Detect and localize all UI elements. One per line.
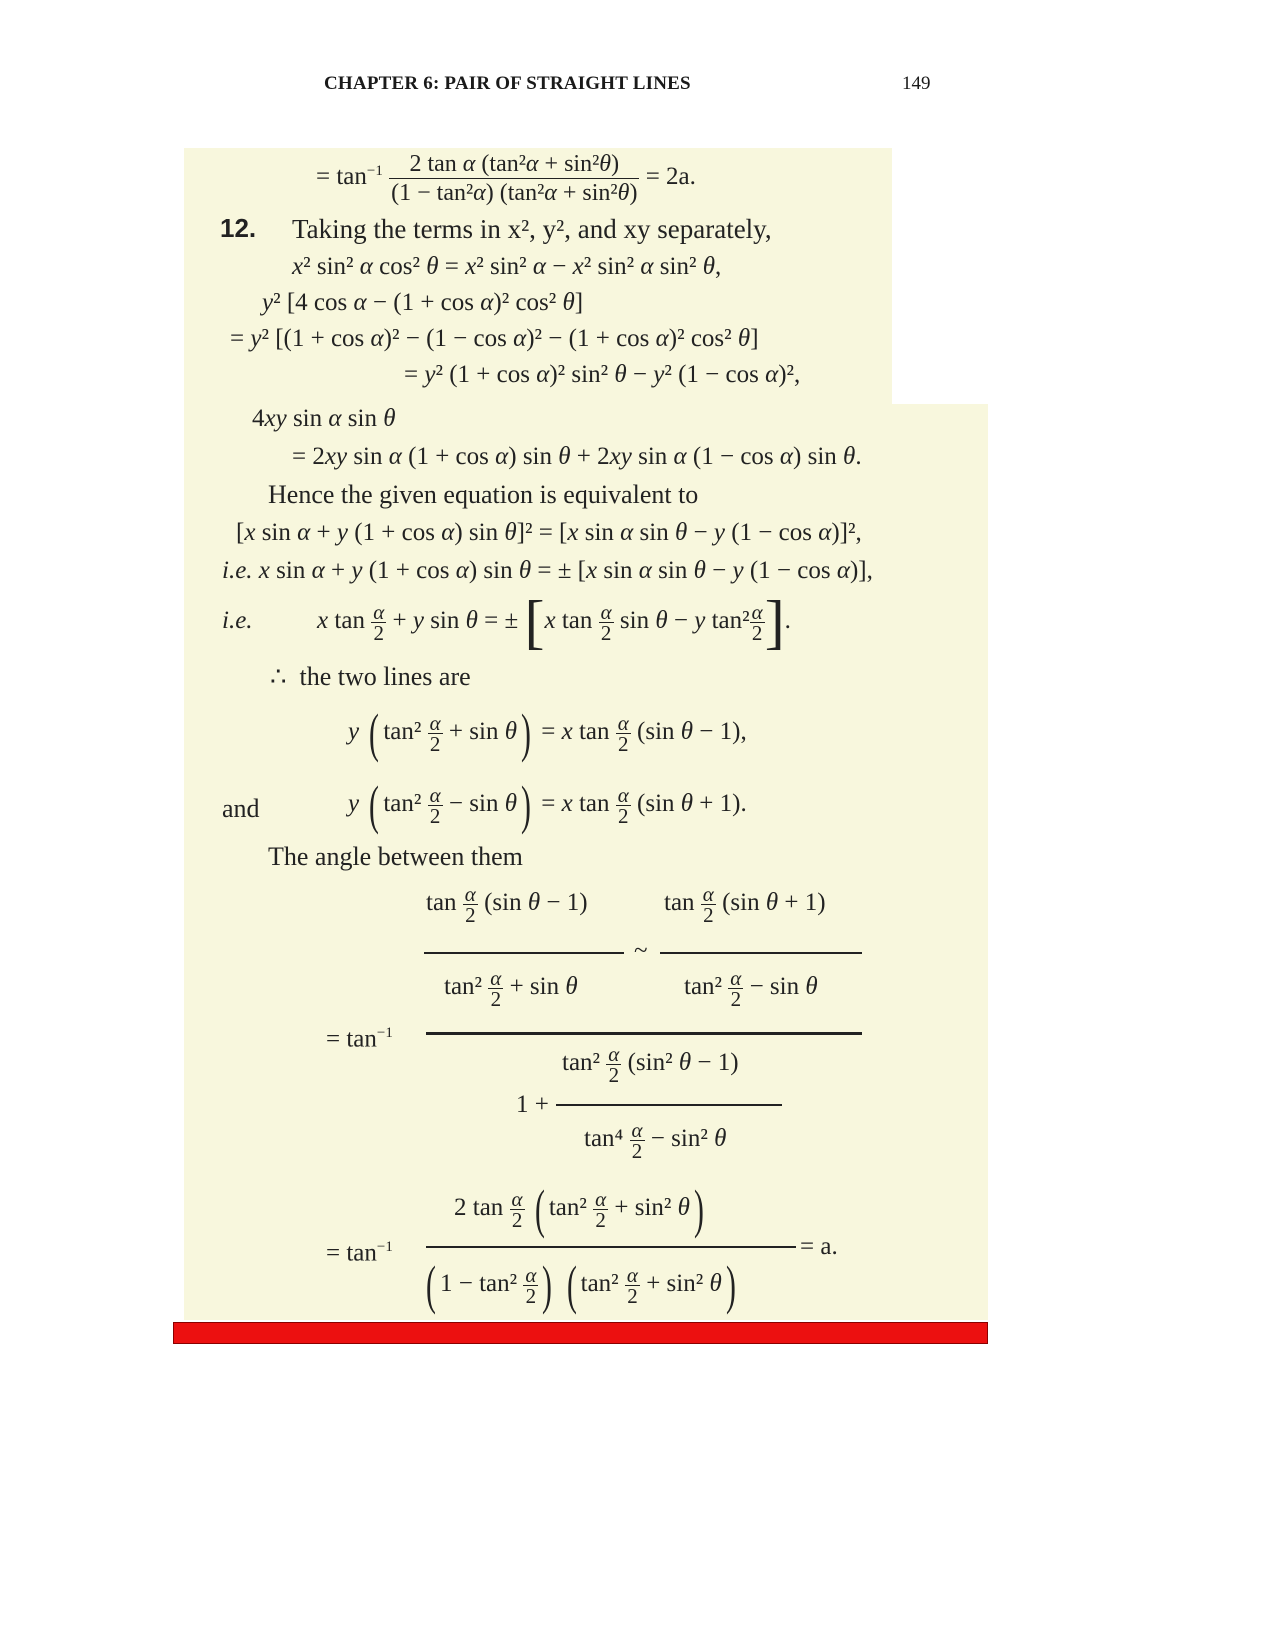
- den-inner-den: tan⁴ $\frac{\alpha}{2}$ − sin² θ: [584, 1118, 727, 1163]
- frac-a-den: tan² $\frac{\alpha}{2}$ + sin θ: [444, 966, 578, 1011]
- chapter-header: CHAPTER 6: PAIR OF STRAIGHT LINES: [324, 73, 691, 94]
- text-and: and: [222, 794, 260, 823]
- equation-top-fraction: = $\tan^{-1}$ $\frac{\text{2 tan α (tan²α + sin²θ)}}{\text{(1 − tan²α) (tan²α + sin²θ)}}$ = 2a.: [316, 151, 696, 206]
- final-num: 2 tan $\frac{\alpha}{2}$ ( tan² $\frac{\alpha}{2}$ + sin² θ): [454, 1179, 704, 1240]
- one-plus: 1 +: [516, 1091, 549, 1118]
- equation-y2-terms-2: = y² [(1 + cos α)² − (1 − cos α)² − (1 + cos α)² cos² θ]: [230, 325, 759, 352]
- equation-xy-terms-2: = 2xy sin α (1 + cos α) sin θ + 2xy sin α (1 − cos α) sin θ.: [292, 443, 862, 470]
- text-angle-between: The angle between them: [268, 842, 523, 871]
- equation-y2-terms-1: y² [4 cos α − (1 + cos α)² cos² θ]: [262, 289, 584, 316]
- equation-squared-form: [x sin α + y (1 + cos α) sin θ]² = [x sin α sin θ − y (1 − cos α)]²,: [236, 519, 862, 546]
- equation-xy-terms-1: 4xy sin α sin θ: [252, 405, 396, 432]
- frac-a-rule: [424, 952, 624, 954]
- equation-y2-terms-3: = y² (1 + cos α)² sin² θ − y² (1 − cos α)²,: [404, 361, 801, 388]
- tan-inverse-2: = $\tan^{-1}$: [326, 1239, 393, 1267]
- therefore-line: [270, 662, 471, 692]
- den-inner-rule: [556, 1104, 782, 1106]
- text-two-lines: the two lines are: [299, 662, 471, 691]
- page-number: 149: [902, 73, 931, 94]
- equation-line-1: y ( tan² $\frac{\alpha}{2}$ + sin θ) = x tan $\frac{\alpha}{2}$ (sin θ − 1),: [348, 703, 747, 764]
- problem-intro: Taking the terms in x², y², and xy separately,: [292, 214, 772, 244]
- frac-b-den: tan² $\frac{\alpha}{2}$ − sin θ: [684, 966, 818, 1011]
- top-result: = 2a.: [645, 163, 696, 191]
- ie-label-2: i.e.: [222, 607, 253, 634]
- equation-ie-1: i.e. x sin α + y (1 + cos α) sin θ = ± [x sin α sin θ − y (1 − cos α)],: [222, 557, 873, 584]
- text-hence: Hence the given equation is equivalent to: [268, 480, 699, 509]
- main-frac-rule: [426, 1032, 862, 1035]
- tilde: ~: [634, 937, 648, 964]
- ie-label-1: i.e.: [222, 557, 253, 584]
- frac-b-num: tan $\frac{\alpha}{2}$ (sin θ + 1): [664, 882, 826, 927]
- final-result: = a.: [800, 1233, 838, 1260]
- final-frac-rule: [426, 1246, 796, 1248]
- den-inner-num: tan² $\frac{\alpha}{2}$ (sin² θ − 1): [562, 1042, 739, 1087]
- frac-b-rule: [660, 952, 862, 954]
- equation-ie-2: i.e. x tan $\frac{\alpha}{2}$ + y sin θ = ± [x tan $\frac{\alpha}{2}$ sin θ − y tan² $\frac{\alpha}{2}$ ].: [222, 589, 791, 656]
- tan-inverse-1: = $\tan^{-1}$: [326, 1025, 393, 1053]
- problem-number: 12.: [220, 213, 257, 243]
- red-bar: [173, 1322, 988, 1344]
- equation-line-2: y ( tan² $\frac{\alpha}{2}$ − sin θ) = x tan $\frac{\alpha}{2}$ (sin θ + 1).: [348, 775, 747, 836]
- final-den: ( 1 − tan² $\frac{\alpha}{2}$ ) ( tan² $\frac{\alpha}{2}$ + sin² θ): [426, 1255, 736, 1316]
- equation-x2-terms: x² sin² α cos² θ = x² sin² α − x² sin² α sin² θ,: [292, 253, 722, 280]
- therefore-symbol: ∴: [270, 662, 287, 691]
- frac-a-num: tan $\frac{\alpha}{2}$ (sin θ − 1): [426, 882, 588, 927]
